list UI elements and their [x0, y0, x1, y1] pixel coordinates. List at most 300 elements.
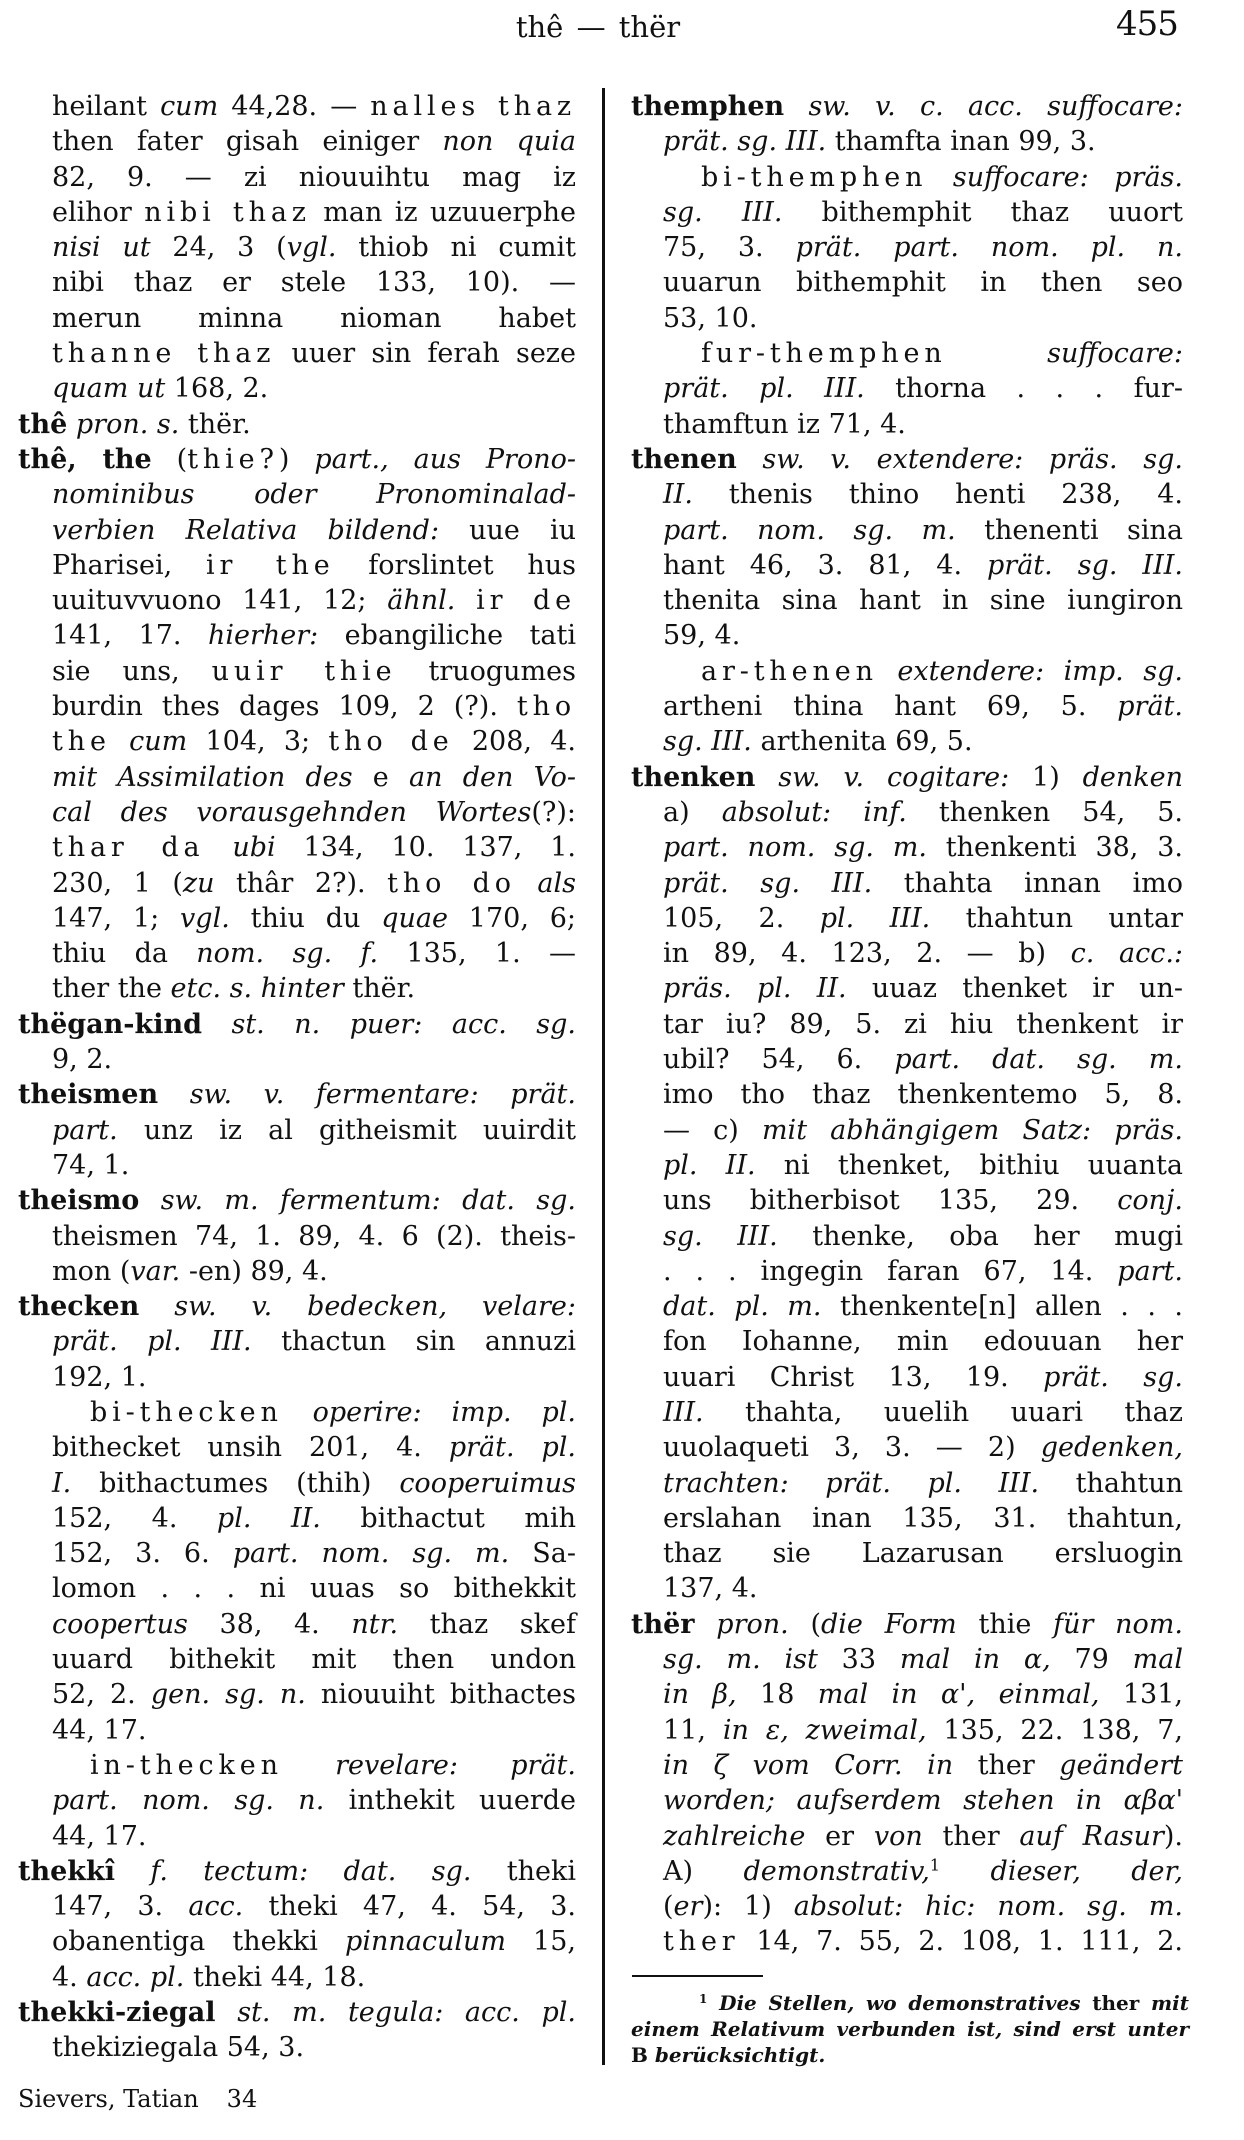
text: (?):	[531, 796, 576, 828]
text	[283, 1750, 335, 1781]
line-content	[663, 1042, 1183, 1077]
text-line	[52, 901, 576, 936]
text: thorna . . . fur-	[864, 373, 1183, 405]
text: 44,28. —	[218, 91, 371, 122]
spaced-text: bi-thecken	[90, 1396, 283, 1428]
text: 18	[736, 1679, 818, 1711]
text-line	[52, 301, 576, 336]
text: thaz sie Lazarusan ersluogin	[663, 1538, 1183, 1570]
text: unz iz al githeismit uuirdit	[117, 1114, 576, 1146]
italic-text: sw. v. c. acc. suffocare:	[808, 91, 1183, 122]
italic-text: etc. s. hinter	[170, 973, 344, 1005]
italic-text: acc. pl.	[86, 1961, 185, 1993]
footnote	[631, 1990, 1189, 2068]
text-line	[663, 866, 1183, 901]
line-content	[18, 1077, 576, 1112]
text-line	[663, 1889, 1183, 1924]
italic-text: präs. pl. II.	[663, 973, 847, 1005]
line-content	[631, 760, 1183, 795]
italic-text: sg. m. ist	[663, 1644, 818, 1676]
text-line	[52, 583, 576, 618]
text-line	[52, 1677, 576, 1712]
text-line	[663, 1219, 1183, 1254]
text: nibi thaz er stele 133, 10). —	[52, 267, 576, 299]
italic-text: prät. pl.	[448, 1432, 576, 1464]
italic-text: part. dat. sg. m.	[894, 1044, 1183, 1076]
text-line	[52, 1148, 576, 1183]
text: 24, 3 (	[150, 232, 287, 264]
text: bithecket unsih 201, 4.	[52, 1432, 449, 1464]
text-line	[52, 936, 576, 971]
text: theki 47, 4. 54, 3.	[243, 1891, 576, 1923]
text: ubil? 54, 6.	[663, 1044, 895, 1076]
line-content	[52, 618, 576, 653]
line-content	[663, 583, 1183, 618]
italic-text: var.	[130, 1255, 181, 1287]
footnotes	[631, 1990, 1189, 2068]
line-content	[52, 654, 576, 689]
italic-text: absolut: hic: nom. sg. m.	[793, 1891, 1183, 1923]
line-content	[663, 1466, 1183, 1501]
text-line	[52, 1819, 576, 1854]
line-content	[663, 407, 906, 442]
line-content	[52, 866, 576, 901]
text: 105, 2.	[663, 902, 820, 934]
text-line	[52, 89, 576, 124]
line-content	[663, 1148, 1183, 1183]
italic-text: Die Stellen, wo demonstratives	[719, 1991, 1081, 2015]
text: merun minna nioman habet	[52, 302, 576, 334]
text: 38, 4.	[187, 1608, 352, 1640]
line-content	[663, 689, 1183, 724]
spaced-text: tho de	[328, 726, 454, 758]
line-content	[52, 1430, 576, 1465]
italic-text: für nom.	[1053, 1608, 1183, 1640]
text-line	[52, 1430, 576, 1465]
line-content	[663, 1254, 1183, 1289]
text-line	[631, 89, 1183, 124]
headword: thê, the	[18, 443, 152, 475]
sub-entry	[52, 1395, 576, 1748]
line-content	[90, 1748, 576, 1783]
text-line	[18, 1007, 576, 1042]
italic-text: er	[673, 1891, 703, 1923]
text-line	[663, 901, 1183, 936]
text: 152, 3. 6.	[52, 1538, 233, 1570]
italic-text: quae	[381, 902, 448, 934]
italic-text: prät. sg.	[1043, 1361, 1184, 1393]
line-content	[663, 371, 1183, 406]
text	[940, 1856, 990, 1887]
italic-text: prät. pl. III.	[663, 373, 865, 405]
text: thahta innan imo	[872, 867, 1183, 899]
line-content	[663, 1430, 1183, 1465]
text-line	[663, 1783, 1183, 1818]
spaced-text: ther	[663, 1926, 740, 1958]
dictionary-entry	[631, 89, 1183, 160]
text-line	[52, 371, 576, 406]
text: 15,	[505, 1926, 577, 1958]
italic-text: als	[537, 867, 576, 899]
text	[202, 1009, 232, 1040]
line-content	[663, 230, 1183, 265]
text-line	[631, 1607, 1183, 1642]
line-content	[90, 1395, 576, 1430]
text-line	[663, 936, 1183, 971]
line-content	[52, 830, 576, 865]
text: thër.	[343, 973, 416, 1005]
italic-text: conj.	[1117, 1185, 1183, 1217]
text-line	[52, 1960, 576, 1995]
italic-text: cal des vorausgehnden Wortes	[52, 796, 532, 828]
text-line	[18, 407, 576, 442]
italic-text: pinnaculum	[345, 1926, 506, 1958]
text: Sa-	[509, 1538, 576, 1570]
italic-text: sw. v. fermentare: prät.	[189, 1079, 576, 1111]
line-content	[663, 971, 1183, 1006]
text: ni thenket, bithiu uuanta	[755, 1149, 1183, 1181]
text: 9, 2.	[52, 1044, 113, 1076]
italic-text: acc.	[188, 1891, 244, 1923]
spaced-text: tho do	[387, 867, 516, 899]
text: 131,	[1099, 1679, 1183, 1711]
line-content	[52, 1819, 146, 1854]
line-content	[52, 760, 576, 795]
text: 4.	[52, 1961, 87, 1993]
text: uuarun bithemphit in then seo	[663, 267, 1183, 299]
text-line	[52, 1501, 576, 1536]
text: e	[352, 761, 410, 793]
spaced-text: thanne thaz	[52, 338, 276, 370]
line-content	[663, 618, 740, 653]
text-line	[18, 442, 576, 477]
italic-text: part. nom. sg. m.	[663, 832, 927, 864]
text: obanentiga thekki	[52, 1926, 346, 1958]
text-line	[52, 477, 576, 512]
line-content	[663, 265, 1183, 300]
text: 74, 1.	[52, 1149, 130, 1181]
footnote-rule	[632, 1975, 763, 1977]
text: niouuiht bithactes	[305, 1679, 576, 1711]
line-content	[663, 795, 1183, 830]
text-line	[663, 336, 1183, 371]
italic-text: prät. part. nom. pl. n.	[795, 232, 1184, 264]
text-line	[663, 1466, 1183, 1501]
spaced-text: fur-themphen	[701, 338, 947, 370]
signature-label: Sievers, Tatian	[18, 2085, 199, 2113]
text: thekiziegala 54, 3.	[52, 2032, 305, 2064]
line-content	[52, 689, 576, 724]
text: 137, 4.	[663, 1573, 758, 1605]
text-line	[52, 1219, 576, 1254]
italic-text: I.	[52, 1467, 72, 1499]
footnote-marker: 1	[929, 1855, 941, 1875]
text: 1)	[1009, 761, 1083, 793]
text: 104, 3;	[187, 726, 329, 758]
text: 59, 4.	[663, 620, 741, 652]
text: arthenita 69, 5.	[751, 726, 973, 758]
line-content	[52, 795, 576, 830]
spaced-text: ir the	[205, 549, 335, 581]
line-content	[631, 442, 1183, 477]
text: — c)	[663, 1114, 762, 1146]
text-line	[663, 1924, 1183, 1959]
italic-text: pron.	[716, 1608, 789, 1640]
text	[139, 1291, 174, 1322]
text: ther the	[52, 973, 171, 1005]
italic-text: quam ut	[52, 373, 166, 405]
text: thaz skef	[398, 1608, 576, 1640]
line-content	[663, 1748, 1183, 1783]
dictionary-entry	[631, 1607, 1183, 1960]
line-content	[52, 160, 576, 195]
text: uuaz thenket ir un-	[846, 973, 1184, 1005]
sub-entry	[663, 160, 1183, 336]
line-content	[52, 936, 576, 971]
text: thahtun untar	[930, 902, 1184, 934]
italic-text: worden; aufserdem stehen in αβα'	[663, 1785, 1183, 1817]
text: 168, 2.	[165, 373, 269, 405]
text: bithactut mih	[320, 1502, 576, 1534]
text: 141, 17.	[52, 620, 208, 652]
text: bithemphit thaz uuort	[782, 196, 1184, 228]
italic-text: auf Rasur	[1019, 1820, 1164, 1852]
italic-text: in β,	[663, 1679, 737, 1711]
italic-text: prät.	[1117, 691, 1183, 723]
line-content	[52, 724, 576, 759]
text-line	[52, 1466, 576, 1501]
text-line	[52, 618, 576, 653]
text: thamftun iz 71, 4.	[663, 408, 906, 440]
text-line	[663, 1360, 1183, 1395]
dictionary-entry	[18, 1995, 576, 2066]
text: truogumes	[396, 655, 576, 687]
line-content	[52, 1607, 576, 1642]
text	[878, 656, 898, 687]
line-content	[52, 1642, 576, 1677]
text: elihor	[52, 196, 145, 228]
line-content	[52, 1501, 576, 1536]
line-content	[52, 1677, 576, 1712]
line-content	[663, 1324, 1183, 1359]
line-content	[663, 1889, 1183, 1924]
italic-text: sg. III.	[663, 1220, 778, 1252]
text: imo tho thaz thenkentemo 5, 8.	[663, 1079, 1183, 1111]
italic-text: suffocare:	[1047, 338, 1183, 370]
text-line	[663, 371, 1183, 406]
line-content	[52, 1536, 576, 1571]
italic-text: von	[873, 1820, 923, 1852]
text: ther	[953, 1749, 1060, 1781]
text: 135, 22. 138, 7,	[926, 1714, 1183, 1746]
text-line	[52, 760, 576, 795]
text-line	[18, 1183, 576, 1218]
text	[216, 1997, 238, 2028]
italic-text: pl. III.	[819, 902, 931, 934]
text-line	[663, 1642, 1183, 1677]
line-content	[701, 160, 1183, 195]
text-line	[663, 1395, 1183, 1430]
text-line	[52, 1924, 576, 1959]
text: uuer sin ferah seze	[275, 338, 577, 370]
line-content	[52, 124, 576, 159]
italic-text: in ζ vom Corr. in	[663, 1749, 954, 1781]
text: ebangiliche tati	[318, 620, 576, 652]
headword: thecken	[18, 1291, 140, 1323]
text-line	[52, 866, 576, 901]
line-content	[701, 654, 1183, 689]
italic-text: ubi	[232, 832, 276, 864]
line-content	[663, 1677, 1183, 1712]
italic-text: revelare: prät.	[335, 1749, 576, 1781]
line-content	[663, 1536, 1183, 1571]
line-content	[663, 1924, 1183, 1959]
footnote-marker: 1	[699, 1991, 708, 2006]
italic-text: II.	[663, 479, 693, 511]
text-line	[663, 301, 1183, 336]
line-content	[631, 2016, 1189, 2042]
line-content	[52, 195, 576, 230]
line-content	[663, 1501, 1183, 1536]
text	[115, 1856, 150, 1887]
text: . . . ingegin faran 67, 14.	[663, 1255, 1118, 1287]
text: a)	[663, 796, 722, 828]
text	[737, 444, 763, 475]
italic-text: ähnl.	[387, 585, 456, 617]
line-content	[663, 724, 973, 759]
text-line	[52, 1113, 576, 1148]
line-content	[631, 89, 1183, 124]
text: )	[278, 443, 315, 475]
text-line	[663, 1148, 1183, 1183]
line-content	[663, 866, 1183, 901]
line-content	[663, 1571, 757, 1606]
text: thër.	[179, 408, 251, 440]
italic-text: st. n. puer: acc. sg.	[231, 1008, 576, 1040]
dictionary-entry	[18, 1289, 577, 1395]
italic-text: cum	[160, 91, 219, 122]
italic-text: f. tectum: dat. sg.	[150, 1855, 472, 1887]
spaced-text: in-thecken	[90, 1749, 283, 1781]
line-content	[52, 971, 415, 1006]
italic-text: sw. m. fermentum: dat. sg.	[160, 1185, 576, 1217]
headword: thenen	[631, 443, 737, 475]
italic-text: sg. III.	[663, 196, 783, 228]
text	[139, 1185, 160, 1216]
line-content	[52, 265, 576, 300]
line-content	[18, 407, 251, 442]
dictionary-entry	[18, 1183, 576, 1289]
line-content	[52, 1360, 146, 1395]
text-line	[52, 124, 576, 159]
text-line	[52, 1360, 576, 1395]
italic-text: part., aus Prono-	[314, 443, 576, 475]
text-line	[663, 1113, 1183, 1148]
text: 135, 1. —	[378, 938, 576, 970]
text: uuituvvuono 141, 12;	[52, 585, 388, 617]
italic-text: coopertus	[52, 1608, 188, 1640]
text: thahtun	[1039, 1467, 1184, 1499]
text: -en) 89, 4.	[180, 1255, 328, 1287]
text: erslahan inan 135, 31. thahtun,	[663, 1502, 1183, 1534]
text-line	[663, 230, 1183, 265]
text-line	[663, 1571, 1183, 1606]
text: heilant	[52, 91, 161, 122]
italic-text: mit abhängigem Satz: präs.	[761, 1114, 1183, 1146]
italic-text: prät. sg. III.	[663, 126, 827, 158]
line-content	[663, 195, 1183, 230]
text: forslintet hus	[334, 549, 576, 581]
text: thenken 54, 5.	[906, 796, 1184, 828]
italic-text: part. nom. sg. m.	[232, 1538, 510, 1570]
line-content	[52, 477, 576, 512]
text	[755, 762, 778, 793]
line-content	[52, 336, 576, 371]
text: 230, 1 (	[52, 867, 183, 899]
line-content	[52, 1571, 576, 1606]
column-divider	[602, 88, 605, 2065]
italic-text: c. acc.:	[1070, 938, 1184, 970]
text	[455, 585, 476, 616]
italic-text: gedenken,	[1040, 1432, 1183, 1464]
text: 75, 3.	[663, 232, 796, 264]
text-line	[52, 265, 576, 300]
text-line	[663, 513, 1183, 548]
text	[67, 409, 76, 440]
line-content	[52, 1783, 576, 1818]
text-line	[663, 1536, 1183, 1571]
text: thactun sin annuzi	[251, 1326, 577, 1358]
italic-text: cooperuimus	[399, 1467, 576, 1499]
text-line	[663, 795, 1183, 830]
text: thenke, oba her mugi	[777, 1220, 1183, 1252]
text-line	[663, 1007, 1183, 1042]
dictionary-entry	[631, 760, 1184, 1607]
text-line	[52, 1571, 576, 1606]
italic-text: die Form	[821, 1608, 957, 1640]
text: in 89, 4. 123, 2. — b)	[663, 938, 1071, 970]
text-line	[52, 1324, 576, 1359]
printer-signature	[18, 2084, 257, 2114]
text-line	[663, 1854, 1183, 1889]
text-line	[52, 654, 576, 689]
text: then fater gisah einiger	[52, 126, 443, 158]
italic-text: dat. pl. m.	[663, 1291, 822, 1323]
text: uuari Christ 13, 19.	[663, 1361, 1044, 1393]
text: er	[805, 1820, 874, 1852]
headword: theismo	[18, 1185, 140, 1217]
line-content	[52, 1254, 328, 1289]
text: thenenti sina	[955, 514, 1183, 546]
text	[695, 1609, 717, 1640]
spaced-text: nalles thaz	[370, 91, 576, 122]
text-line	[52, 1642, 576, 1677]
text-line	[663, 724, 1183, 759]
text: 53, 10.	[663, 302, 758, 334]
text-line	[52, 1254, 576, 1289]
text: theismen 74, 1. 89, 4. 6 (2). theis-	[52, 1220, 576, 1252]
italic-text: sw. v. bedecken, velare:	[174, 1291, 576, 1323]
italic-text: part.	[52, 1114, 118, 1146]
line-content	[663, 1713, 1183, 1748]
headword: thekki-ziegal	[18, 1997, 216, 2029]
spaced-text: the	[52, 726, 111, 758]
italic-text: part.	[1117, 1255, 1183, 1287]
text: artheni thina hant 69, 5.	[663, 691, 1118, 723]
text: thenkenti 38, 3.	[926, 832, 1183, 864]
text: (	[788, 1608, 822, 1640]
text-line	[663, 689, 1183, 724]
